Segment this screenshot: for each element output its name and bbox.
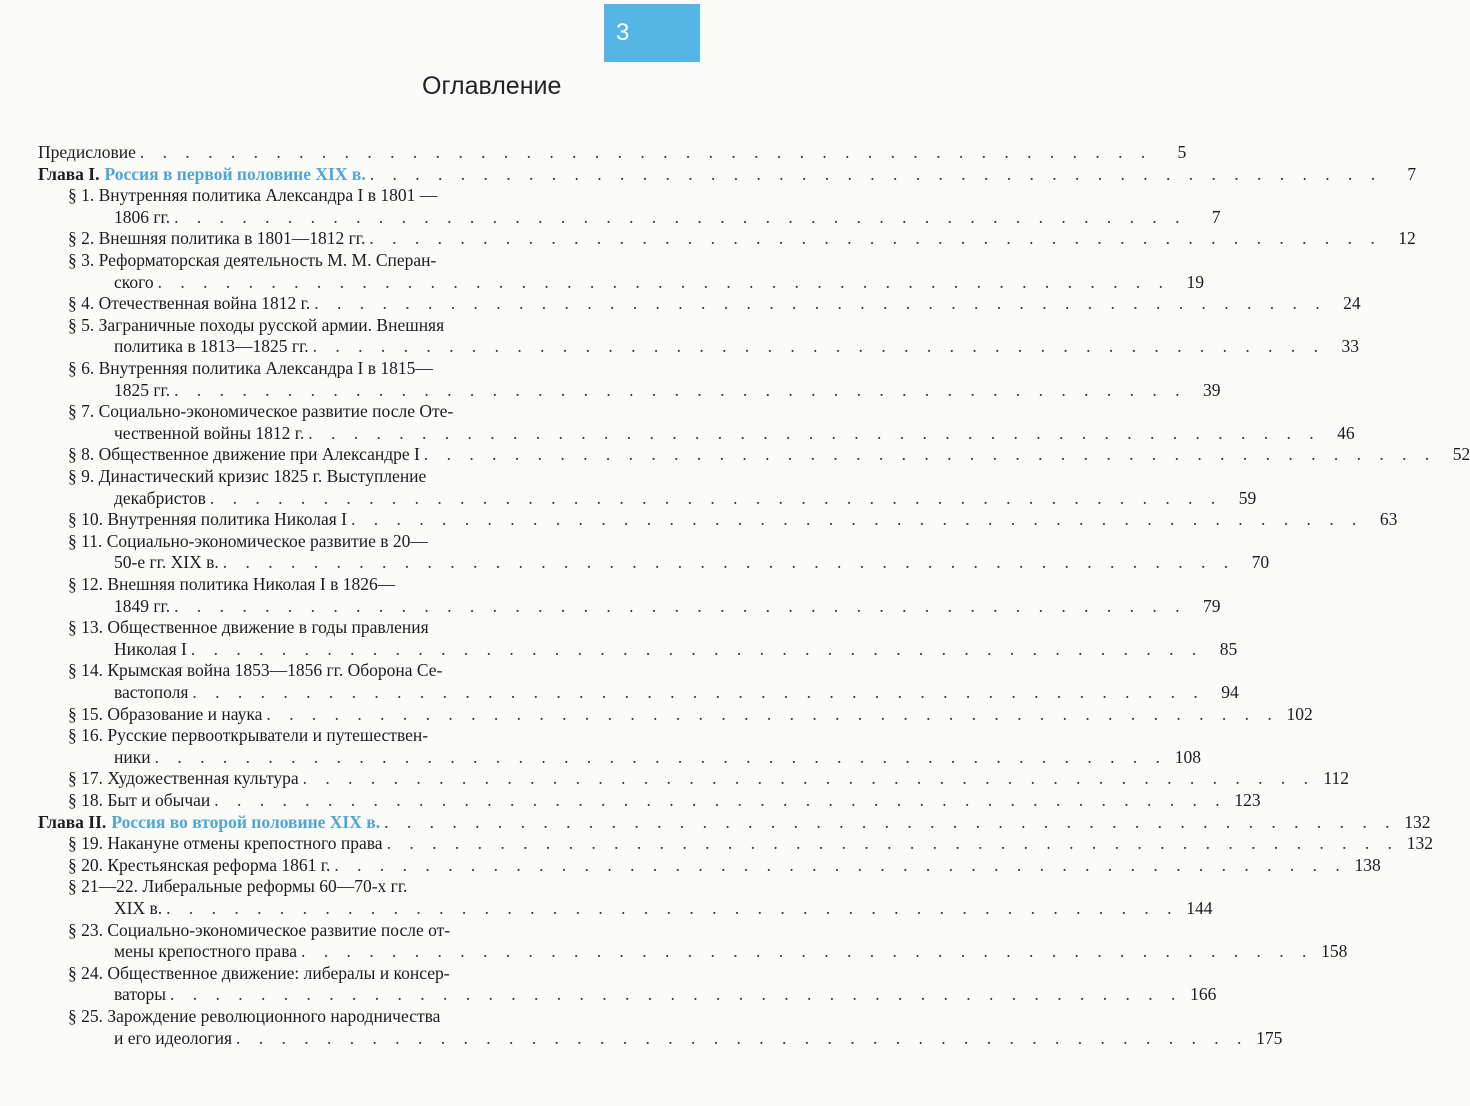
- page-ref: 102: [1286, 703, 1313, 724]
- entry-text: и его идеология: [114, 1027, 233, 1048]
- toc-continuation-row: [114, 983, 1217, 1005]
- dot-leader: . . . . . . . . . . . . . . . . . . . . . . . . . . . . . . . . . . . . . . . . . . . . .: [209, 487, 1223, 508]
- page-ref: 112: [1323, 768, 1350, 789]
- dot-leader: . . . . . . . . . . . . . . . . . . . . . . . . . . . . . . . . . . . . . . . . . . . . .: [192, 682, 1205, 702]
- page-ref: 63: [1379, 509, 1398, 530]
- entry-text: § 21—22. Либеральные реформы 60—70-х гг.: [68, 876, 408, 897]
- toc-entry-row: [68, 249, 620, 271]
- toc-entry-row: [68, 443, 1470, 465]
- dot-leader: . . . . . . . . . . . . . . . . . . . . . . . . . . . . . . . . . . . . . . . . . . . . .: [174, 379, 1187, 400]
- entry-text: § 2. Внешняя политика в 1801—1812 гг.: [68, 228, 366, 249]
- toc-continuation-row: [114, 595, 1221, 617]
- toc-entry-row: [68, 875, 620, 897]
- entry-text: § 19. Накануне отмены крепостного права: [68, 833, 383, 854]
- dot-leader: . . . . . . . . . . . . . . . . . . . . . . . . . . . . . . . . . . . . . . . . . . . . .: [170, 984, 1183, 1005]
- toc-continuation-row: [114, 1027, 1283, 1049]
- toc-entry-row: [68, 292, 1361, 314]
- entry-text: XIX в.: [114, 898, 163, 918]
- chapter-label: Глава I.: [38, 163, 100, 184]
- dot-leader: . . . . . . . . . . . . . . . . . . . . . . . . . . . . . . . . . . . . . . . . . . . . .: [334, 854, 1347, 875]
- dot-leader: . . . . . . . . . . . . . . . . . . . . . . . . . . . . . . . . . . . . . . . . . . . . .: [174, 206, 1187, 227]
- toc-continuation-row: [114, 638, 1238, 660]
- toc-entry-row: [68, 854, 1381, 876]
- toc-continuation-row: [114, 681, 1239, 703]
- page-title: Оглавление: [422, 72, 562, 100]
- page-ref: 59: [1238, 487, 1257, 508]
- entry-text: § 1. Внутренняя политика Александра I в 1801 —: [68, 185, 438, 206]
- dot-leader: . . . . . . . . . . . . . . . . . . . . . . . . . . . . . . . . . . . . . . . . . . . . .: [312, 336, 1326, 357]
- entry-text: § 15. Образование и наука: [68, 703, 263, 724]
- page-ref: 123: [1234, 790, 1261, 810]
- entry-text: § 3. Реформаторская деятельность М. М. Сперан-: [68, 250, 437, 270]
- toc-entry-row: [68, 400, 620, 422]
- toc-continuation-row: [114, 379, 1221, 401]
- toc-continuation-row: [114, 746, 1201, 768]
- toc-entry-row: [68, 508, 1398, 530]
- entry-text: декабристов: [114, 487, 206, 508]
- toc-continuation-row: [114, 897, 1213, 919]
- page-number: 3: [616, 19, 630, 46]
- page-ref: 85: [1219, 638, 1238, 659]
- dot-leader: . . . . . . . . . . . . . . . . . . . . . . . . . . . . . . . . . . . . . . . . . . . . .: [266, 703, 1279, 724]
- entry-text: § 4. Отечественная война 1812 г.: [68, 293, 311, 314]
- entry-text: 1849 гг.: [114, 595, 171, 616]
- page-ref: 175: [1256, 1027, 1283, 1048]
- page-ref: 70: [1251, 552, 1270, 573]
- page-ref: 39: [1203, 379, 1221, 400]
- dot-leader: . . . . . . . . . . . . . . . . . . . . . . . . . . . . . . . . . . . . . . . . . . . . .: [423, 444, 1437, 465]
- entry-text: чественной войны 1812 г.: [114, 422, 305, 443]
- entry-text: § 25. Зарождение революционного народничества: [68, 1006, 441, 1026]
- entry-text: § 13. Общественное движение в годы правления: [68, 617, 429, 638]
- page-ref: 132: [1406, 833, 1433, 854]
- entry-text: § 11. Социально-экономическое развитие в 20—: [68, 530, 428, 551]
- toc-entry-row: [68, 919, 620, 941]
- dot-leader: . . . . . . . . . . . . . . . . . . . . . . . . . . . . . . . . . . . . . . . . . . . . .: [301, 941, 1314, 962]
- page-ref: 79: [1203, 595, 1221, 616]
- page-ref: 144: [1186, 898, 1213, 918]
- toc-entry-row: [68, 1005, 620, 1027]
- dot-leader: . . . . . . . . . . . . . . . . . . . . . . . . . . . . . . . . . . . . . . . . . . . . .: [139, 142, 1153, 162]
- toc-entry-row: [68, 724, 620, 746]
- page-ref: 46: [1337, 422, 1355, 443]
- entry-text: § 14. Крымская война 1853—1856 гг. Оборона Се-: [68, 660, 443, 681]
- entry-text: политика в 1813—1825 гг.: [114, 336, 309, 357]
- dot-leader: . . . . . . . . . . . . . . . . . . . . . . . . . . . . . . . . . . . . . . . . . . . . .: [174, 595, 1187, 616]
- dot-leader: . . . . . . . . . . . . . . . . . . . . . . . . . . . . . . . . . . . . . . . . . . . . .: [369, 163, 1383, 184]
- toc-continuation-row: [114, 551, 1270, 573]
- entry-text: § 17. Художественная культура: [68, 768, 299, 789]
- toc-entry-row: [68, 789, 1261, 811]
- toc-entry-row: [68, 573, 620, 595]
- dot-leader: . . . . . . . . . . . . . . . . . . . . . . . . . . . . . . . . . . . . . . . . . . . . .: [369, 228, 1382, 249]
- entry-text: мены крепостного права: [114, 941, 297, 962]
- dot-leader: . . . . . . . . . . . . . . . . . . . . . . . . . . . . . . . . . . . . . . . . . . . . .: [166, 898, 1179, 918]
- entry-text: 50-е гг. XIX в.: [114, 552, 219, 573]
- page-ref: 5: [1177, 142, 1187, 162]
- entry-text: § 5. Заграничные походы русской армии. Внешняя: [68, 314, 445, 335]
- toc-entry-row: [68, 227, 1416, 249]
- page-ref: 138: [1354, 854, 1381, 875]
- entry-text: 1806 гг.: [114, 206, 171, 227]
- entry-text: ники: [114, 746, 151, 767]
- entry-text: ского: [114, 271, 154, 292]
- dot-leader: . . . . . . . . . . . . . . . . . . . . . . . . . . . . . . . . . . . . . . . . . . . . .: [386, 833, 1399, 854]
- toc-continuation-row: [114, 422, 1355, 444]
- entry-text: § 16. Русские первооткрыватели и путешествен-: [68, 725, 429, 746]
- toc-chapter-row: [38, 163, 1417, 185]
- toc-entry-row: [68, 832, 1433, 854]
- entry-text: 1825 гг.: [114, 379, 171, 400]
- page-ref: 24: [1343, 293, 1361, 314]
- toc-entry-row: [68, 465, 620, 487]
- entry-text: § 23. Социально-экономическое развитие после от-: [68, 919, 451, 940]
- entry-text: вастополя: [114, 682, 189, 702]
- toc-entry-row: [68, 184, 620, 206]
- toc-entry-row: [68, 530, 620, 552]
- page-ref: 19: [1186, 271, 1204, 292]
- entry-text: § 6. Внутренняя политика Александра I в 1815—: [68, 358, 433, 378]
- page-ref: 7: [1407, 163, 1417, 184]
- dot-leader: . . . . . . . . . . . . . . . . . . . . . . . . . . . . . . . . . . . . . . . . . . . . .: [308, 422, 1321, 443]
- toc-entry-row: [68, 357, 620, 379]
- dot-leader: . . . . . . . . . . . . . . . . . . . . . . . . . . . . . . . . . . . . . . . . . . . . .: [351, 509, 1364, 530]
- toc-entry-row: [38, 141, 1187, 163]
- page-number-tab: [604, 4, 700, 62]
- page-ref: 132: [1404, 811, 1431, 832]
- dot-leader: . . . . . . . . . . . . . . . . . . . . . . . . . . . . . . . . . . . . . . . . . . . . .: [190, 638, 1204, 659]
- entry-text: § 20. Крестьянская реформа 1861 г.: [68, 854, 331, 875]
- entry-text: § 7. Социально-экономическое развитие после Оте-: [68, 401, 454, 422]
- page-ref: 166: [1190, 984, 1217, 1005]
- toc-continuation-row: [114, 487, 1257, 509]
- entry-text: Николая I: [114, 638, 187, 659]
- page-ref: 52: [1452, 444, 1470, 465]
- page-ref: 33: [1341, 336, 1360, 357]
- entry-text: § 8. Общественное движение при Александре I: [68, 444, 420, 465]
- toc-chapter-row: [38, 811, 1431, 833]
- dot-leader: . . . . . . . . . . . . . . . . . . . . . . . . . . . . . . . . . . . . . . . . . . . . .: [236, 1027, 1249, 1048]
- entry-text: ваторы: [114, 984, 167, 1005]
- chapter-title: Россия в первой половине XIX в.: [104, 163, 366, 184]
- chapter-title: Россия во второй половине XIX в.: [111, 811, 381, 832]
- toc-continuation-row: [114, 940, 1348, 962]
- toc-entry-row: [68, 314, 620, 336]
- page-ref: 108: [1174, 746, 1201, 767]
- dot-leader: . . . . . . . . . . . . . . . . . . . . . . . . . . . . . . . . . . . . . . . . . . . . .: [222, 552, 1236, 573]
- toc-entry-row: [68, 703, 1313, 725]
- entry-text: § 10. Внутренняя политика Николая I: [68, 509, 348, 530]
- entry-text: § 18. Быт и обычаи: [68, 790, 211, 810]
- dot-leader: . . . . . . . . . . . . . . . . . . . . . . . . . . . . . . . . . . . . . . . . . . . . .: [214, 790, 1227, 810]
- page-ref: 158: [1321, 941, 1348, 962]
- dot-leader: . . . . . . . . . . . . . . . . . . . . . . . . . . . . . . . . . . . . . . . . . . . . .: [384, 811, 1397, 832]
- dot-leader: . . . . . . . . . . . . . . . . . . . . . . . . . . . . . . . . . . . . . . . . . . . . .: [157, 271, 1170, 292]
- entry-text: § 24. Общественное движение: либералы и консер-: [68, 962, 450, 983]
- toc-entry-row: [68, 962, 620, 984]
- page-ref: 7: [1211, 206, 1221, 227]
- dot-leader: . . . . . . . . . . . . . . . . . . . . . . . . . . . . . . . . . . . . . . . . . . . . .: [314, 293, 1327, 314]
- toc-entry-row: [68, 659, 620, 681]
- toc-continuation-row: [114, 335, 1360, 357]
- entry-text: Предисловие: [38, 142, 136, 162]
- page-ref: 94: [1221, 682, 1239, 702]
- dot-leader: . . . . . . . . . . . . . . . . . . . . . . . . . . . . . . . . . . . . . . . . . . . . .: [302, 768, 1316, 789]
- toc-continuation-row: [114, 271, 1204, 293]
- entry-text: § 9. Династический кризис 1825 г. Выступление: [68, 466, 427, 486]
- chapter-label: Глава II.: [38, 811, 107, 832]
- toc-continuation-row: [114, 206, 1221, 228]
- page-ref: 12: [1398, 228, 1416, 249]
- dot-leader: . . . . . . . . . . . . . . . . . . . . . . . . . . . . . . . . . . . . . . . . . . . . .: [154, 746, 1167, 767]
- toc-entry-row: [68, 616, 620, 638]
- entry-text: § 12. Внешняя политика Николая I в 1826—: [68, 574, 396, 594]
- toc-entry-row: [68, 767, 1350, 789]
